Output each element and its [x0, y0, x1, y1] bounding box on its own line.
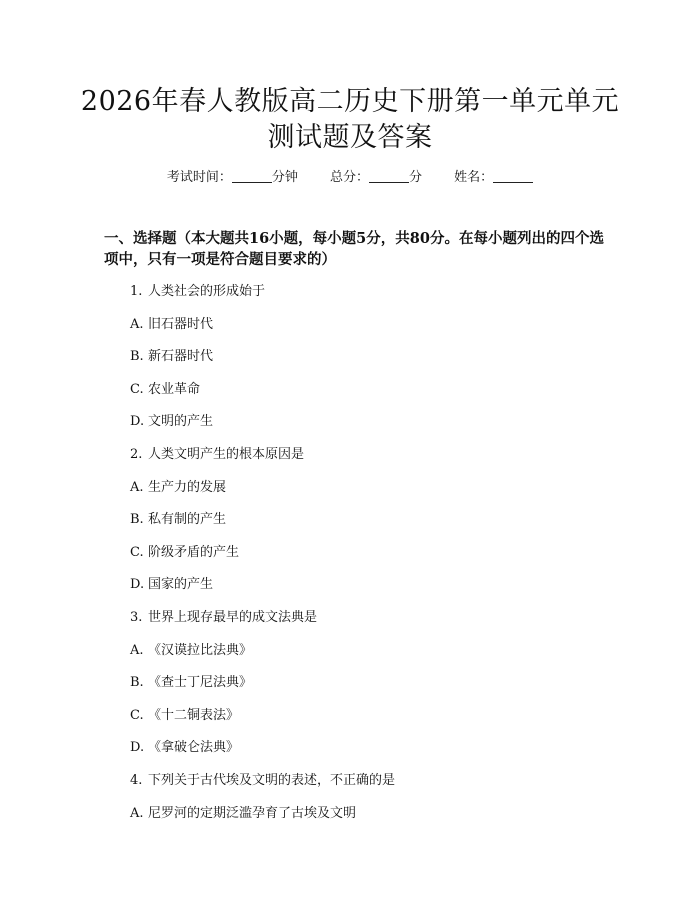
- exam-info-row: [0, 168, 700, 188]
- student-name-field: [454, 168, 533, 188]
- student-name-blank: [493, 168, 533, 183]
- question-stem: [130, 282, 600, 315]
- option-text: 阶级矛盾的产生: [148, 544, 240, 560]
- option-text: 旧石器时代: [148, 316, 214, 332]
- option-letter: C.: [130, 381, 144, 397]
- option-letter: C.: [130, 544, 144, 560]
- option-text: 私有制的产生: [148, 512, 227, 528]
- question-number: 2.: [130, 446, 143, 462]
- question-text: 人类社会的形成始于: [148, 284, 266, 299]
- option-text: 生产力的发展: [148, 479, 227, 495]
- option-text: 《查士丁尼法典》: [148, 675, 253, 691]
- question-text: 世界上现存最早的成文法典是: [148, 609, 318, 625]
- option-letter: D.: [130, 577, 145, 593]
- option-letter: B.: [130, 349, 144, 365]
- option-letter: A.: [130, 642, 144, 658]
- question-stem: [130, 771, 600, 804]
- option-text: 国家的产生: [148, 577, 214, 593]
- question-text: 人类文明产生的根本原因是: [148, 446, 305, 462]
- answer-option: [130, 804, 600, 837]
- answer-option: [130, 641, 600, 674]
- option-text: 新石器时代: [148, 349, 214, 365]
- option-text: 尼罗河的定期泛滥孕育了古埃及文明: [148, 805, 357, 821]
- question-stem: [130, 445, 600, 478]
- answer-option: [130, 380, 600, 413]
- question-text: 下列关于古代埃及文明的表述，不正确的是: [148, 772, 396, 788]
- answer-option: [130, 315, 600, 348]
- question-number: 4.: [130, 772, 143, 788]
- total-score-blank: [369, 168, 409, 183]
- option-text: 农业革命: [148, 381, 201, 397]
- total-score-label: 总分：: [329, 170, 369, 185]
- document-title-line-2: 测试题及答案: [267, 122, 433, 153]
- answer-option: [130, 738, 600, 771]
- document-title-line-1: 2026年春人教版高二历史下册第一单元单元: [80, 86, 620, 117]
- answer-option: [130, 478, 600, 511]
- option-letter: C.: [130, 707, 144, 723]
- option-letter: B.: [130, 675, 144, 691]
- section-heading: 一、选择题（本大题共16小题，每小题5分，共80分。在每小题列出的四个选项中，只有一项是符合题目要求的）: [104, 230, 604, 268]
- answer-option: [130, 543, 600, 576]
- question-number: 1.: [130, 284, 143, 299]
- answer-option: [130, 347, 600, 380]
- question-list: [130, 282, 600, 836]
- option-letter: D.: [130, 740, 145, 756]
- option-text: 《十二铜表法》: [148, 707, 240, 723]
- exam-time-field: [167, 168, 298, 188]
- total-score-field: [330, 168, 422, 188]
- option-letter: A.: [130, 805, 144, 821]
- question-number: 3.: [130, 609, 143, 625]
- option-letter: D.: [130, 414, 145, 430]
- option-text: 文明的产生: [148, 414, 214, 430]
- student-name-label: 姓名：: [454, 170, 494, 185]
- option-letter: A.: [130, 479, 144, 495]
- exam-time-label: 考试时间：: [166, 170, 232, 185]
- answer-option: [130, 412, 600, 445]
- total-score-unit: 分: [409, 170, 423, 185]
- exam-time-blank: [232, 168, 272, 183]
- question-stem: [130, 608, 600, 641]
- answer-option: [130, 706, 600, 739]
- answer-option: [130, 673, 600, 706]
- exam-time-unit: 分钟: [271, 170, 298, 185]
- answer-option: [130, 575, 600, 608]
- answer-option: [130, 510, 600, 543]
- option-letter: A.: [130, 316, 144, 332]
- option-letter: B.: [130, 512, 144, 528]
- option-text: 《拿破仑法典》: [148, 740, 240, 756]
- option-text: 《汉谟拉比法典》: [148, 642, 253, 658]
